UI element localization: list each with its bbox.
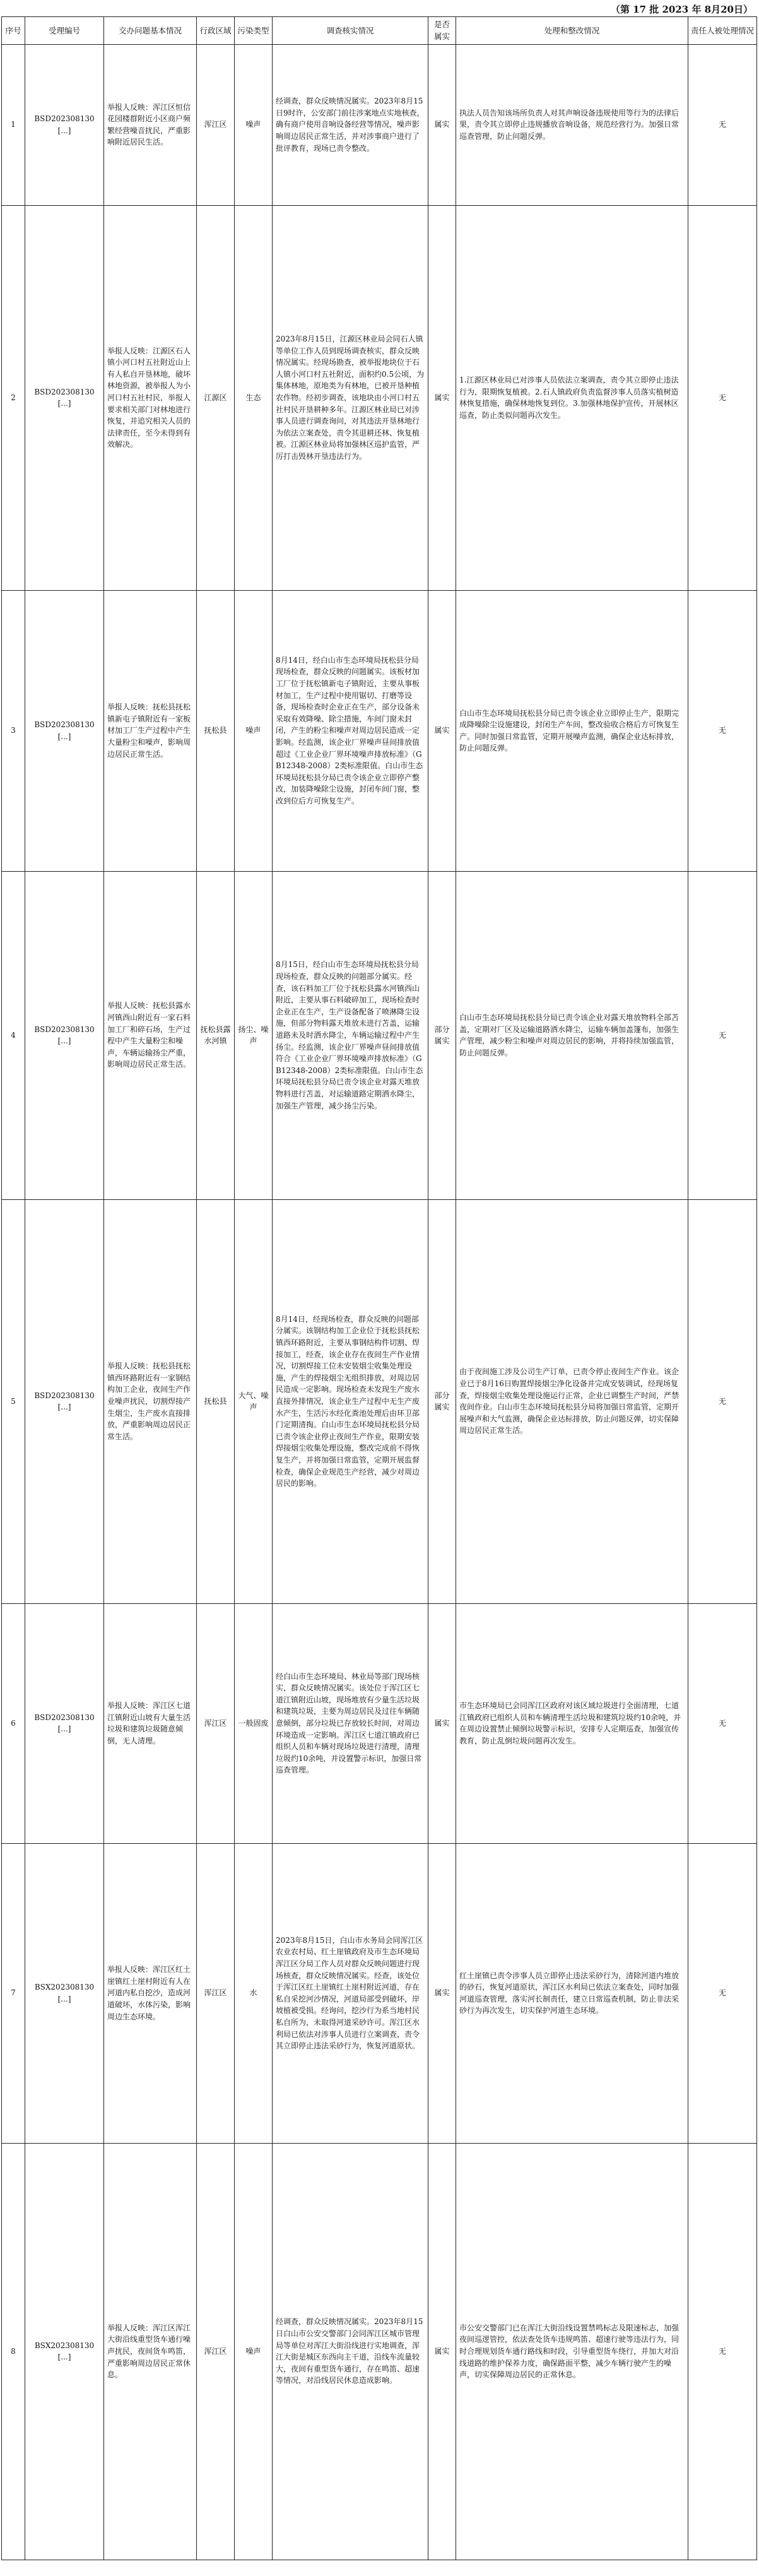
cell-type: 一般固废 bbox=[235, 1603, 273, 1843]
cell-type: 生态 bbox=[235, 205, 273, 590]
cell-seq: 8 bbox=[2, 2143, 25, 2560]
header-handling: 处理和整改情况 bbox=[456, 17, 688, 45]
cell-seq: 1 bbox=[2, 44, 25, 205]
cell-verified: 属实 bbox=[428, 205, 456, 590]
cell-handling: 红土崖镇已责令涉事人员立即停止违法采砂行为，清除河道内堆放的砂石，恢复河道原状，浑江区水利局已依法立案查处，同时加强河道巡查管理，落实河长制责任，建立日常巡查机制，防止非法采砂行为再次发生，切实保护河道生态环境。 bbox=[456, 1843, 688, 2143]
cell-issue: 举报人反映：江源区石人镇小河口村五社附近山上有人私自开垦林地，破坏林地资源，被举报人为小河口村五社村民，举报人要求相关部门对林地进行恢复，并追究相关人员的法律责任，至今未得到有效解决。 bbox=[104, 205, 197, 590]
cell-type: 噪声 bbox=[235, 2143, 273, 2560]
cell-district: 浑江区 bbox=[197, 2143, 235, 2560]
table-row bbox=[2, 871, 757, 1199]
cell-type: 噪声 bbox=[235, 590, 273, 871]
cell-handling: 市生态环境局已会同浑江区政府对该区域垃圾进行全面清理，七道江镇政府已组织人员和车辆清理生活垃圾和建筑垃圾约10余吨，并在周边设置禁止倾倒垃圾警示标识，安排专人定期巡查，加强宣传教育，防止乱倒垃圾问题再次发生。 bbox=[456, 1603, 688, 1843]
cell-district: 抚松县 bbox=[197, 1199, 235, 1603]
cell-issue: 举报人反映：抚松县抚松镇新屯子镇附近有一家板材加工厂生产过程中产生大量粉尘和噪声，影响周边居民正常生活。 bbox=[104, 590, 197, 871]
cell-investigation: 2023年8月15日，白山市水务局会同浑江区农业农村局、红土崖镇政府及市生态环境局浑江区分局工作人员对群众反映问题进行现场核查，群众反映情况属实。经查，该处位于浑江区红土崖镇红土崖村附近河道，存在私自采挖河沙情况，河道局部受到破坏，岸坡植被受损。经询问，挖沙行为系当地村民私自所为，未取得河道采砂许可。浑江区水利局已依法对涉事人员进行立案调查，责令其立即停止违法采砂行为，恢复河道原状。 bbox=[273, 1843, 428, 2143]
cell-district: 浑江区 bbox=[197, 1843, 235, 2143]
cell-issue: 举报人反映：浑江区红土崖镇红土崖村附近有人在河道内私自挖沙，造成河道破坏，水体污染，影响周边生态环境。 bbox=[104, 1843, 197, 2143]
table-row bbox=[2, 1199, 757, 1603]
cell-verified: 属实 bbox=[428, 2143, 456, 2560]
header-verified: 是否属实 bbox=[428, 17, 456, 45]
cell-handling: 白山市生态环境局抚松县分局已责令该企业立即停止生产，限期完成降噪除尘设施建设，封闭生产车间，整改验收合格后方可恢复生产。同时加强日常监管，定期开展噪声监测，确保企业达标排放，防止问题反弹。 bbox=[456, 590, 688, 871]
table-row bbox=[2, 2143, 757, 2560]
cell-district: 抚松县 bbox=[197, 590, 235, 871]
cell-seq: 7 bbox=[2, 1843, 25, 2143]
header-issue: 交办问题基本情况 bbox=[104, 17, 197, 45]
cell-verified: 属实 bbox=[428, 1603, 456, 1843]
cell-type: 扬尘、噪声 bbox=[235, 871, 273, 1199]
cell-type: 大气、噪声 bbox=[235, 1199, 273, 1603]
cell-code: BSD202308130[...] bbox=[25, 590, 104, 871]
cell-district: 浑江区 bbox=[197, 1603, 235, 1843]
cell-investigation: 2023年8月15日，江源区林业局会同石人镇等单位工作人员到现场调查核实，群众反映情况属实。经现场勘查，被举报地块位于石人镇小河口村五社附近，面积约0.5公顷，为集体林地，原地类为有林地，已被开垦种植农作物。经初步调查，该地块由小河口村五社村民开垦耕种多年。江源区林业局已对涉事人员进行调查询问，对其违法开垦林地行为依法立案查处，责令其退耕还林、恢复植被。江源区林业局将加强林区巡护监管，严厉打击毁林开垦违法行为。 bbox=[273, 205, 428, 590]
cell-code: BSD202308130[...] bbox=[25, 44, 104, 205]
cell-issue: 举报人反映：浑江区恒信花园楼群附近小区商户频繁经营噪音扰民，严重影响附近居民生活。 bbox=[104, 44, 197, 205]
complaint-table bbox=[1, 16, 757, 2560]
cell-code: BSD202308130[...] bbox=[25, 205, 104, 590]
header-type: 污染类型 bbox=[235, 17, 273, 45]
cell-code: BSX202308130[...] bbox=[25, 2143, 104, 2560]
cell-investigation: 经调查，群众反映情况属实。2023年8月15日白山市公安交警部门会同浑江区城市管理局等单位对浑江大街沿线进行实地调查，浑江大街是城区东西向主干道，沿线车流量较大，夜间有重型货车通行，存在鸣笛、超速等情况，对沿线居民休息造成影响。 bbox=[273, 2143, 428, 2560]
cell-verified: 属实 bbox=[428, 590, 456, 871]
cell-accountability: 无 bbox=[688, 205, 757, 590]
table-header-row bbox=[2, 17, 757, 45]
cell-issue: 举报人反映：抚松县抚松镇西环路附近有一家钢结构加工企业，夜间生产作业噪声扰民，切割焊接产生烟尘，生产废水直接排放，严重影响周边居民正常生活。 bbox=[104, 1199, 197, 1603]
cell-district: 江源区 bbox=[197, 205, 235, 590]
cell-issue: 举报人反映：浑江区浑江大街沿线重型货车通行噪声扰民，夜间货车鸣笛，严重影响周边居民正常休息。 bbox=[104, 2143, 197, 2560]
cell-handling: 白山市生态环境局抚松县分局已责令该企业对露天堆放物料全部苫盖，定期对厂区及运输道路洒水降尘，运输车辆加盖篷布，加强生产管理，减少粉尘和噪声对周边居民的影响，并将持续加强监管，防止问题反弹。 bbox=[456, 871, 688, 1199]
cell-code: BSD202308130[...] bbox=[25, 1603, 104, 1843]
cell-accountability: 无 bbox=[688, 2143, 757, 2560]
cell-investigation: 经白山市生态环境局、林业局等部门现场核实，群众反映情况属实。该处位于浑江区七道江镇附近山坡，现场堆放有少量生活垃圾和建筑垃圾，主要为周边居民及过往车辆随意倾倒，部分垃圾已存放较长时间，对周边环境造成一定影响。浑江区七道江镇政府已组织人员和车辆对现场垃圾进行清理，清理垃圾约10余吨，并设置警示标识，加强日常巡查管理。 bbox=[273, 1603, 428, 1843]
cell-verified: 属实 bbox=[428, 44, 456, 205]
header-code: 受理编号 bbox=[25, 17, 104, 45]
cell-investigation: 8月14日，经白山市生态环境局抚松县分局现场检查，群众反映的问题属实。该板材加工厂位于抚松镇新屯子镇附近，主要从事板材加工，生产过程中使用锯切、打磨等设备，现场检查时企业正在生产，部分设备未采取有效降噪、除尘措施，车间门窗未封闭，产生的粉尘和噪声对周边居民造成一定影响。经监测，该企业厂界噪声昼间排放值超过《工业企业厂界环境噪声排放标准》（GB12348-2008）2类标准限值。白山市生态环境局抚松县分局已责令该企业立即停产整改，加装降噪除尘设施，封闭车间门窗，整改到位后方可恢复生产。 bbox=[273, 590, 428, 871]
header-seq: 序号 bbox=[2, 17, 25, 45]
table-row bbox=[2, 1843, 757, 2143]
cell-handling: 由于夜间施工涉及公司生产订单，已责令停止夜间生产作业。该企业已于8月16日购置焊接烟尘净化设备并完成安装调试，经现场复查，焊接烟尘收集处理设施运行正常，企业已调整生产时间，严禁夜间作业。白山市生态环境局抚松县分局将加强日常监管，定期开展噪声和大气监测，确保企业达标排放，防止问题反弹，切实保障周边居民正常生活。 bbox=[456, 1199, 688, 1603]
cell-type: 噪声 bbox=[235, 44, 273, 205]
batch-label: （第 17 批 2023 年 8月20日） bbox=[610, 4, 753, 15]
cell-code: BSD202308130[...] bbox=[25, 871, 104, 1199]
cell-issue: 举报人反映：抚松县露水河镇西山附近有一家石料加工厂和碎石场，生产过程中产生大量粉尘和噪声，车辆运输扬尘严重，影响周边居民正常生活。 bbox=[104, 871, 197, 1199]
cell-investigation: 8月15日，经白山市生态环境局抚松县分局现场检查，群众反映的问题部分属实。经查，该石料加工厂位于抚松县露水河镇西山附近，主要从事石料破碎加工，现场检查时企业正在生产，生产设备配备了喷淋降尘设施，但部分物料露天堆放未进行苫盖，运输道路未及时洒水降尘，车辆运输过程中产生扬尘。经监测，该企业厂界噪声昼间排放值符合《工业企业厂界环境噪声排放标准》（GB12348-2008）2类标准限值。白山市生态环境局抚松县分局已责令该企业对露天堆放物料进行苫盖，对运输道路定期洒水降尘，加强生产管理，减少扬尘污染。 bbox=[273, 871, 428, 1199]
cell-seq: 3 bbox=[2, 590, 25, 871]
cell-seq: 2 bbox=[2, 205, 25, 590]
cell-issue: 举报人反映：浑江区七道江镇附近山坡有大量生活垃圾和建筑垃圾随意倾倒，无人清理。 bbox=[104, 1603, 197, 1843]
cell-handling: 1.江源区林业局已对涉事人员依法立案调查，责令其立即停止违法行为，限期恢复植被。2.石人镇政府负责监督涉事人员落实植树造林恢复措施，确保林地恢复到位。3.加强林地保护宣传，开展林区巡查，防止类似问题再次发生。 bbox=[456, 205, 688, 590]
cell-accountability: 无 bbox=[688, 1199, 757, 1603]
cell-handling: 执法人员告知该场所负责人对其声响设备违规使用等行为的法律后果，责令其立即停止违规播放音响设备，规范经营行为。加强日常巡查管理，防止问题反弹。 bbox=[456, 44, 688, 205]
cell-verified: 属实 bbox=[428, 1843, 456, 2143]
cell-district: 浑江区 bbox=[197, 44, 235, 205]
header-investigation: 调查核实情况 bbox=[273, 17, 428, 45]
cell-accountability: 无 bbox=[688, 590, 757, 871]
cell-code: BSD202308130[...] bbox=[25, 1199, 104, 1603]
cell-seq: 6 bbox=[2, 1603, 25, 1843]
table-row bbox=[2, 590, 757, 871]
cell-verified: 部分属实 bbox=[428, 871, 456, 1199]
cell-accountability: 无 bbox=[688, 871, 757, 1199]
header-district: 行政区域 bbox=[197, 17, 235, 45]
cell-investigation: 8月14日，经现场检查，群众反映的问题部分属实。该钢结构加工企业位于抚松县抚松镇西环路附近，主要从事钢结构件切割、焊接加工，经查，该企业存在夜间生产作业情况，切割焊接工位未安装烟尘收集处理设施，产生的焊接烟尘无组织排放，对周边居民造成一定影响。现场检查未发现生产废水直接外排情况，该企业生产过程中无生产废水产生，生活污水经化粪池处理后由环卫部门定期清掏。白山市生态环境局抚松县分局已责令该企业停止夜间生产作业，限期安装焊接烟尘收集处理设施，整改完成前不得恢复生产，并将加强日常监管，定期开展监督检查，确保企业规范生产经营，减少对周边居民的影响。 bbox=[273, 1199, 428, 1603]
cell-type: 水 bbox=[235, 1843, 273, 2143]
cell-accountability: 无 bbox=[688, 1603, 757, 1843]
table-row bbox=[2, 205, 757, 590]
cell-seq: 4 bbox=[2, 871, 25, 1199]
cell-district: 抚松县露水河镇 bbox=[197, 871, 235, 1199]
cell-accountability: 无 bbox=[688, 44, 757, 205]
cell-code: BSX202308130[...] bbox=[25, 1843, 104, 2143]
cell-handling: 市公安交警部门已在浑江大街沿线设置禁鸣标志及限速标志，加强夜间巡逻管控，依法查处货车违规鸣笛、超速行驶等违法行为，同时合理规划货车通行路线和时段，引导重型货车绕行，并加大对沿线道路的维护保养力度，确保路面平整，减少车辆行驶产生的噪声，切实保障周边居民的正常休息。 bbox=[456, 2143, 688, 2560]
table-row bbox=[2, 1603, 757, 1843]
cell-investigation: 经调查，群众反映情况属实。2023年8月15日9时许，公安部门前往涉案地点实地核查，确有商户使用音响设备经营等情况，噪声影响周边居民正常生活，并对涉事商户进行了批评教育，现场已责令整改。 bbox=[273, 44, 428, 205]
cell-accountability: 无 bbox=[688, 1843, 757, 2143]
cell-seq: 5 bbox=[2, 1199, 25, 1603]
cell-verified: 部分属实 bbox=[428, 1199, 456, 1603]
table-row bbox=[2, 44, 757, 205]
header-accountability: 责任人被处理情况 bbox=[688, 17, 757, 45]
